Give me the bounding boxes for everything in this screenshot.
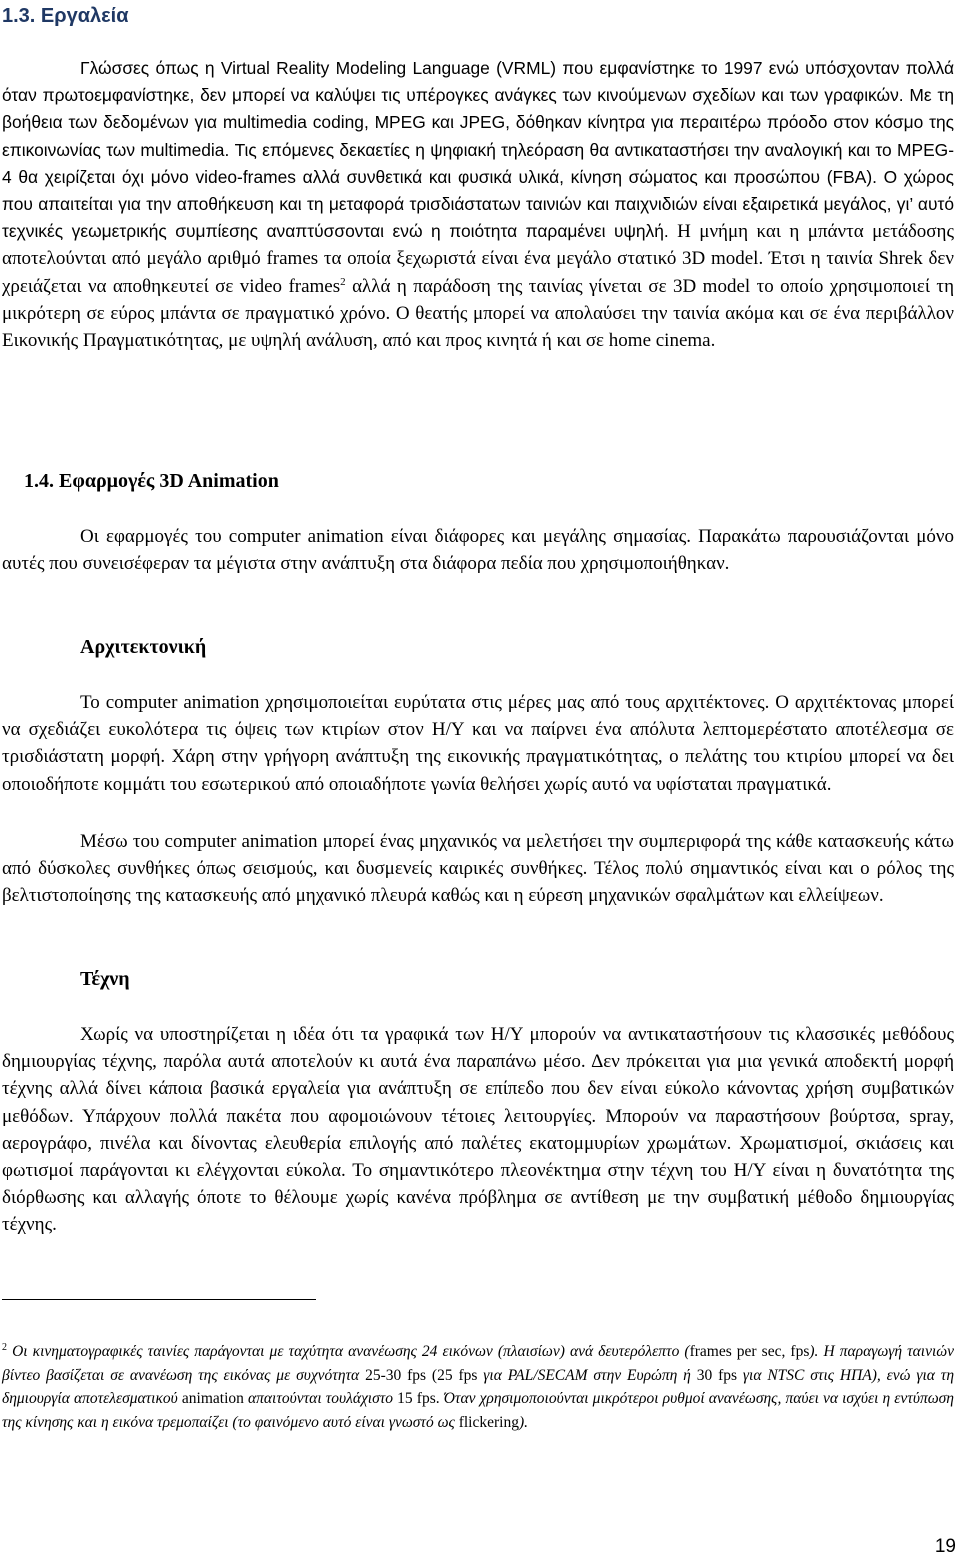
paragraph-tools-part2-b: αλλά η παράδοση της ταινίας γίνεται σε 3D model το οποίο χρησιμοποιεί τη μικρότερη σε εύρος μπάντα σε πραγματικό χρόνο. Ο θεατής μπορεί να απολαύσει την ταινία ακόμα και σε ένα περιβάλλον Εικονικής Πραγματικότητας, με υψηλή ανάλυση, από και προς κινητά ή και σε home cinema.	[2, 275, 954, 352]
footnote-text: 15 fps.	[397, 1390, 444, 1407]
footnote-2	[2, 1340, 954, 1434]
footnote-text: 30 fps	[696, 1366, 743, 1384]
footnote-text: για PAL/SECAM στην Ευρώπη ή	[483, 1366, 697, 1384]
heading-1-4-3d-animation: 1.4. Εφαρμογές 3D Animation	[24, 470, 279, 492]
footnote-text: 25-30 fps (25 fps	[365, 1366, 484, 1384]
footnote-separator	[2, 1299, 316, 1300]
footnote-text: για NTSC στις ΗΠΑ), ενώ για τη δημιουργία αποτελεσματικού	[2, 1366, 955, 1407]
page-number: 19	[934, 1536, 956, 1557]
heading-art: Τέχνη	[80, 968, 130, 990]
heading-architecture: Αρχιτεκτονική	[80, 636, 207, 658]
footnote-text: ). Η παραγωγή ταινιών βίντεο βασίζεται σε ανανέωση της εικόνας με συχνότητα	[2, 1343, 954, 1384]
paragraph-tools-part1: Γλώσσες όπως η Virtual Reality Modeling Language (VRML) που εμφανίστηκε το 1997 ενώ υπόσχονταν πολλά όταν πρωτοεμφανίστηκε, δεν μπορεί να καλύψει τις υπέρογκες ανάγκες των κινούμενων σχεδίων και των γραφικών. Με τη βοήθεια των δεδομένων για multimedia coding, MPEG και JPEG, δόθηκαν κίνητρα για περαιτέρω πρόοδο στον κόσμο της επικοινωνίας των multimedia. Τις επόμενες δεκαετίες η ψηφιακή τηλεόραση θα αντικαταστήσει την αναλογική και το MPEG-4 θα χειρίζεται όχι μόνο video-frames αλλά συνθετικά και φυσικά υλικά, κίνηση σώματος και προσώπου (FBA). Ο χώρος που απαιτείται για την αποθήκευση και τη μεταφορά τρισδιάστατων ταινιών και παιχνιδιών είναι εξαιρετικά μεγάλος, γι’ αυτό τεχνικές γεωμετρικής συμπίεσης αναπτύσσονται ενώ η ποιότητα παραμένει υψηλή.	[2, 58, 954, 242]
footnote-reference: 2	[340, 275, 346, 288]
footnote-text: Όταν χρησιμοποιούνται μικρότεροι ρυθμοί ανανέωσης, παύει να ισχύει η εντύπωση της κίνησης και η εικόνα τρεμοπαίζει (το φαινόμενο αυτό είναι γνωστό ως	[2, 1390, 954, 1431]
paragraph-art: Χωρίς να υποστηρίζεται η ιδέα ότι τα γραφικά των Η/Υ μπορούν να αντικαταστήσουν τις κλασσικές μεθόδους δημιουργίας τέχνης, παρόλα αυτά αποτελούν κι αυτά ένα παραπάνω μέσο. Δεν πρόκειται για μια γενικά αποδεκτή μορφή τέχνης αλλά δίνει κάποια βασικά εργαλεία για ανάπτυξη σε επίπεδο που δεν είναι εύκολο κάνοντας χρήση συμβατικών μεθόδων. Υπάρχουν πολλά πακέτα που αφομοιώνουν τέτοιες λειτουργίες. Μπορούν να παραστήσουν βούρτσα, spray, αερογράφο, πινέλα και δίνοντας ελευθερία επιλογής από παλέτες εκατομμυρίων χρωμάτων. Χρωματισμοί, σκιάσεις και φωτισμοί παράγονται κι ελέγχονται εύκολα. Το σημαντικότερο πλεονέκτημα στην τέχνη του Η/Υ είναι η δυνατότητα της διόρθωσης και αλλαγής όποτε το θέλουμε χωρίς κανένα πρόβλημα σε αντίθεση με την συμβατική μέθοδο δημιουργίας τέχνης.	[2, 1024, 954, 1236]
paragraph-tools	[2, 55, 954, 354]
footnote-text: flickering	[458, 1413, 519, 1431]
paragraph-tools-part2-a: Η μνήμη και η μπάντα μετάδοσης αποτελούνται από μεγάλο αριθμό frames τα οποία ξεχωριστά είναι ένα μεγάλο στατικό 3D model. Έτσι η ταινία Shrek δεν χρειάζεται να αποθηκευτεί σε video frames	[2, 221, 954, 297]
footnote-text: απαιτούνται τουλάχιστο	[248, 1390, 398, 1407]
paragraph-architecture-1: Το computer animation χρησιμοποιείται ευρύτατα στις μέρες μας από τους αρχιτέκτονες. Ο αρχιτέκτονας μπορεί να σχεδιάζει ευκολότερα τις όψεις των κτιρίων στον Η/Υ και να παίρνει ένα απόλυτα λεπτομερέστατο αποτέλεσμα σε τρισδιάστατη μορφή. Χάρη στην γρήγορη ανάπτυξη της εικονικής πραγματικότητας, ο πελάτης του κτιρίου μπορεί να δει οποιοδήποτε κομμάτι του εσωτερικού από οποιαδήποτε γωνία θελήσει χωρίς αυτό να υφίσταται πραγματικά.	[2, 692, 954, 795]
footnote-marker: 2	[2, 1342, 7, 1353]
footnote-text: ).	[518, 1413, 529, 1431]
heading-1-3-tools: 1.3. Εργαλεία	[2, 5, 129, 27]
footnote-text: animation	[181, 1390, 248, 1407]
paragraph-applications-intro: Οι εφαρμογές του computer animation είναι διάφορες και μεγάλης σημασίας. Παρακάτω παρουσιάζονται μόνο αυτές που συνεισέφεραν τα μέγιστα στην ανάπτυξη στα διάφορα πεδία που χρησιμοποιήθηκαν.	[2, 526, 954, 575]
footnote-text: frames per sec, fps	[689, 1343, 810, 1360]
footnote-text: Οι κινηματογραφικές ταινίες παράγονται με ταχύτητα ανανέωσης 24 εικόνων (πλαισίων) ανά δευτερόλεπτο (	[7, 1343, 690, 1360]
paragraph-architecture-2: Μέσω του computer animation μπορεί ένας μηχανικός να μελετήσει την συμπεριφορά της κάθε κατασκευής κάτω από δύσκολες συνθήκες όπως σεισμούς, και δυσμενείς καιρικές συνθήκες. Τέλος πολύ σημαντικός είναι και ο ρόλος της βελτιστοποίησης της κατασκευής από μηχανικό πλευρά καθώς και η εύρεση μηχανικών σφαλμάτων και ελλείψεων.	[2, 831, 954, 907]
